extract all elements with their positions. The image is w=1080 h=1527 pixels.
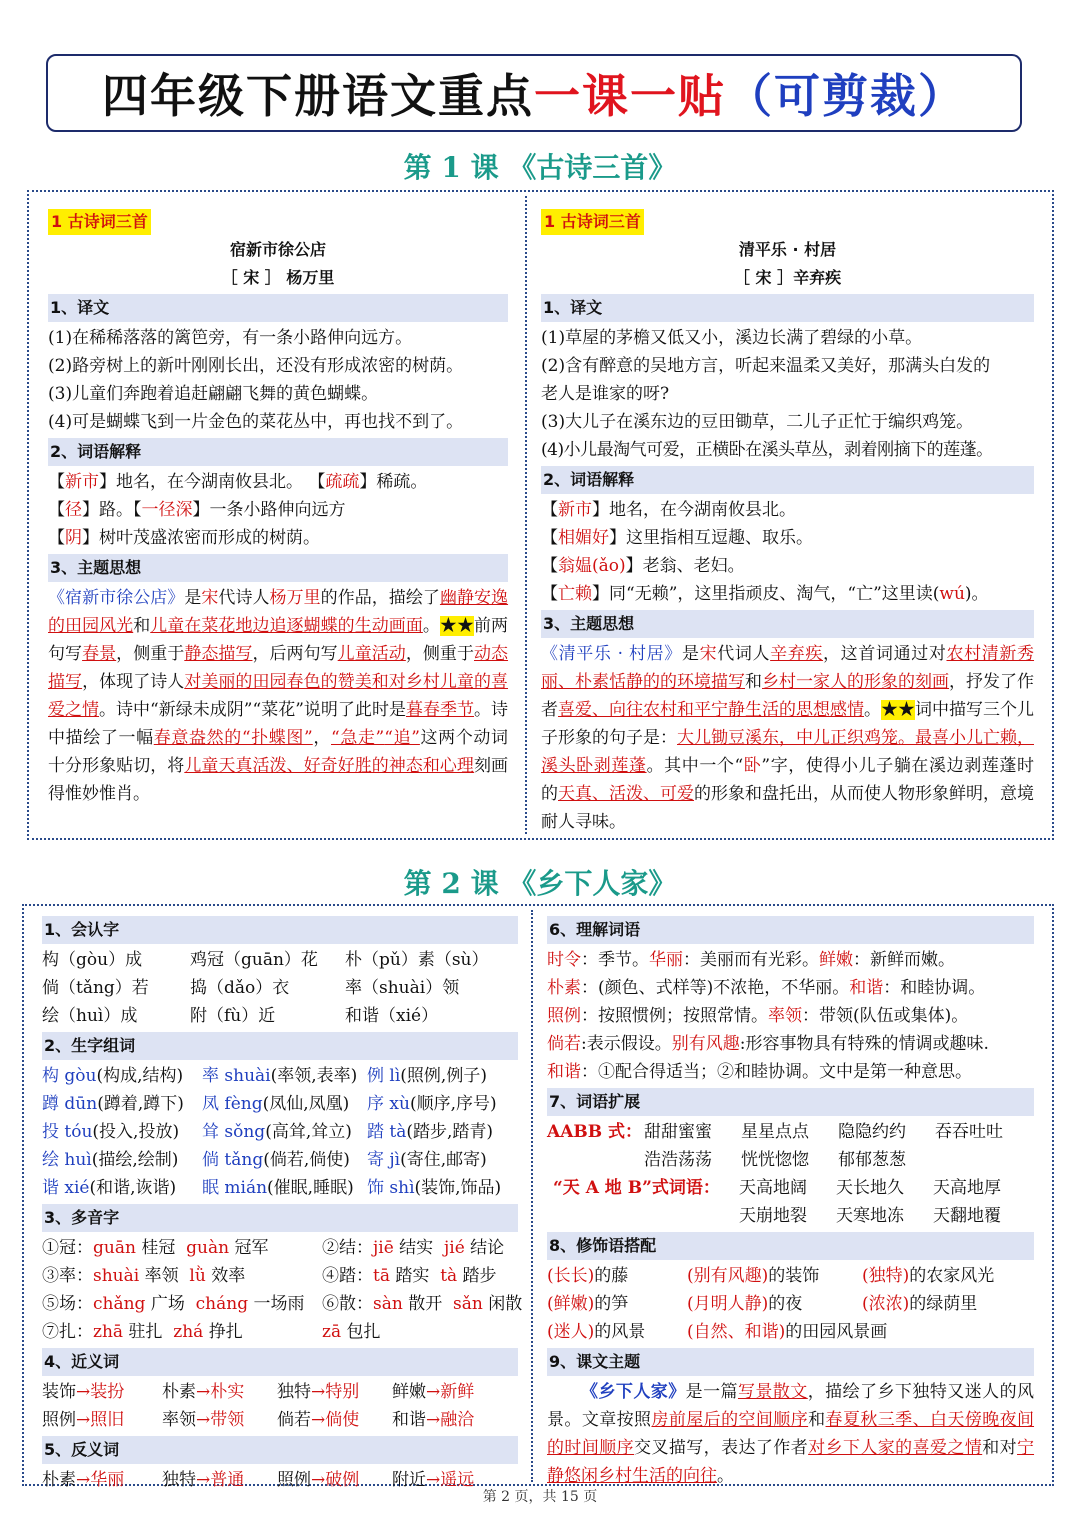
- tian-row: “天 A 地 B”式词语： 天高地阔 天长地久 天高地厚: [547, 1174, 1034, 1202]
- modifier-row: [547, 1262, 1034, 1290]
- word-group: [202, 1062, 367, 1090]
- poem-title: 宿新市徐公店: [229, 240, 326, 259]
- title-highlight: 一课一贴: [534, 69, 726, 123]
- modifier-pair: [862, 1290, 1032, 1318]
- word: 照例: [42, 1410, 76, 1430]
- noun-phrase: 的风景: [594, 1322, 646, 1342]
- theme-paragraph: 《宿新市徐公店》是宋代诗人杨万里的作品，描绘了幽静安逸的田园风光和儿童在菜花地边追逐蝴蝶的生动画面。★★前两句写春景，侧重于静态描写，后两句写儿童活动，侧重于动态描写，体现了诗人对美丽的田园春色的赞美和对乡村儿童的喜爱之情。诗中“新绿未成阴”“菜花”说明了此时是暮春季节。诗中描绘了一幅春意盎然的“扑蝶图”，“急走”“追”这两个动词十分形象贴切，将儿童天真活泼、好奇好胜的神态和心理刻画得惟妙惟肖。: [48, 588, 509, 804]
- synonyms: [42, 1378, 518, 1434]
- word-explanation: 【相媚好】这里指相互逗趣、取乐。: [541, 528, 813, 548]
- word-group-row: [42, 1090, 518, 1118]
- expanded-word: 浩浩荡荡: [644, 1150, 712, 1170]
- modifier-pair: [687, 1262, 862, 1290]
- pinyin: tā: [373, 1266, 390, 1286]
- character-pinyin: 谐 xié: [42, 1178, 90, 1198]
- definition: ：新鲜而嫩。: [853, 950, 955, 970]
- translation-line: (3)大儿子在溪东边的豆田锄草，二儿子正忙于编织鸡笼。: [541, 412, 974, 432]
- word-pair: [392, 1406, 502, 1434]
- recognize-word: 朴（pǔ）素（sù）: [345, 950, 489, 970]
- word-group-row: [42, 1118, 518, 1146]
- modifier: (独特): [862, 1266, 910, 1286]
- lesson1-right-column: [541, 208, 1034, 836]
- term: 别有风趣: [671, 1034, 740, 1054]
- word-pair: [42, 1406, 162, 1434]
- theme-paragraph: 《乡下人家》是一篇写景散文，描绘了乡下独特又迷人的风景。文章按照房前屋后的空间顺序和春夏秋三季、白天傍晚夜间的时间顺序交叉描写，表达了作者对乡下人家的喜爱之情和对宁静悠闲乡村生活的向往。: [547, 1382, 1035, 1486]
- term: 和谐: [849, 978, 884, 998]
- section-heading: 2、生字组词: [42, 1032, 518, 1060]
- tian-row: [547, 1202, 1034, 1230]
- word-group: [202, 1118, 367, 1146]
- word: 装饰: [42, 1382, 76, 1402]
- word: 驻扎: [123, 1322, 174, 1342]
- definition: ：带领(队伍或集体)。: [802, 1006, 969, 1026]
- expanded-word: 隐隐约约: [838, 1122, 906, 1142]
- noun-phrase: 的绿荫里: [909, 1294, 978, 1314]
- word-examples: (投入,投放): [92, 1122, 180, 1142]
- pinyin: jiē: [373, 1238, 394, 1258]
- recognize-word: 捣（dǎo）衣: [190, 978, 290, 998]
- paired-word: →普通: [196, 1470, 245, 1490]
- word-examples: (凤仙,凤凰): [262, 1094, 350, 1114]
- word: 结实: [393, 1238, 444, 1258]
- character-pinyin: 踏 tà: [367, 1122, 407, 1142]
- recognize-word: 鸡冠（guān）花: [190, 950, 318, 970]
- paired-word: →新鲜: [426, 1382, 475, 1402]
- poem-title: 清平乐 · 村居: [738, 240, 837, 259]
- modifier-row: [547, 1290, 1034, 1318]
- word: 附近: [392, 1470, 426, 1490]
- modifier-pair: [862, 1262, 1032, 1290]
- expanded-word: 天高地厚: [933, 1178, 1001, 1198]
- recognize-row: [42, 946, 518, 974]
- word-group: [42, 1174, 202, 1202]
- polyphonic-label: ⑥散：: [322, 1294, 373, 1314]
- pinyin: jié: [444, 1238, 465, 1258]
- section-heading: 1、译文: [541, 294, 1034, 322]
- term: 倘若: [547, 1034, 581, 1054]
- pinyin: shuài: [93, 1266, 140, 1286]
- word: 效率: [205, 1266, 246, 1286]
- modifier: (长长): [547, 1266, 595, 1286]
- word: 散开: [402, 1294, 454, 1314]
- pinyin: zhá: [173, 1322, 204, 1342]
- paired-word: →遥远: [426, 1470, 475, 1490]
- word-explanation: 【径】路。【一径深】一条小路伸向远方: [48, 500, 346, 520]
- modifier-row: [547, 1318, 1034, 1346]
- definition: :形容事物具有特殊的情调或趣味.: [739, 1034, 989, 1054]
- polyphonic-group: [42, 1262, 322, 1290]
- expanded-word: 天长地久: [836, 1178, 904, 1198]
- term: 率领: [768, 1006, 802, 1026]
- section-heading: 1、译文: [48, 294, 508, 322]
- word-examples: (倘若,倘使): [263, 1150, 350, 1170]
- word-pair: [392, 1378, 502, 1406]
- expanded-words: [739, 1206, 1030, 1226]
- title-note: （可剪裁）: [726, 69, 966, 123]
- polyphonic-group: [322, 1318, 518, 1346]
- modifier-pair: [687, 1290, 862, 1318]
- pinyin: zā: [322, 1322, 342, 1342]
- word-group: [367, 1062, 517, 1090]
- expanded-word: 星星点点: [741, 1122, 809, 1142]
- word: 率领: [139, 1266, 190, 1286]
- recognize-word: 绘（huì）成: [42, 1006, 138, 1026]
- word-examples: (率领,表率): [270, 1066, 358, 1086]
- word: 挣扎: [203, 1322, 243, 1342]
- modifier: (迷人): [547, 1322, 595, 1342]
- recognize-word: 率（shuài）领: [345, 978, 460, 998]
- paired-word: →朴实: [196, 1382, 245, 1402]
- word: 朴素: [42, 1470, 76, 1490]
- modifier: (浓浓): [862, 1294, 910, 1314]
- section-heading: 2、词语解释: [541, 466, 1034, 494]
- title-main: 四年级下册语文重点: [102, 69, 534, 123]
- word-explanation: 【亡赖】同“无赖”，这里指顽皮、淘气，“亡”这里读(wú)。: [541, 584, 989, 604]
- new-word-groups: [42, 1062, 518, 1202]
- recognize-word: 倘（tǎng）若: [42, 978, 149, 998]
- section-heading: 1、会认字: [42, 916, 518, 944]
- polyphonic-label: ④踏：: [322, 1266, 373, 1286]
- translation-line: (3)儿童们奔跑着追赶翩翩飞舞的黄色蝴蝶。: [48, 384, 379, 404]
- polyphonic-group: [322, 1234, 518, 1262]
- word-examples: (蹲着,蹲下): [97, 1094, 184, 1114]
- word-group: [367, 1146, 517, 1174]
- word-group: [42, 1118, 202, 1146]
- word: 和谐: [392, 1410, 426, 1430]
- word-examples: (催眠,睡眠): [267, 1178, 354, 1198]
- word: 率领: [162, 1410, 196, 1430]
- word: 一场雨: [248, 1294, 305, 1314]
- polyphonic-group: [42, 1290, 322, 1318]
- section-heading: 2、词语解释: [48, 438, 508, 466]
- word: 朴素: [162, 1382, 196, 1402]
- paired-word: →照旧: [76, 1410, 125, 1430]
- word: 鲜嫩: [392, 1382, 426, 1402]
- pinyin: zhā: [93, 1322, 124, 1342]
- character-pinyin: 凤 fèng: [202, 1094, 263, 1114]
- term: 鲜嫩: [819, 950, 853, 970]
- poem-author: ［ 宋 ］ 杨万里: [221, 268, 335, 287]
- character-pinyin: 构 gòu: [42, 1066, 97, 1086]
- theme-paragraph: 《清平乐 · 村居》是宋代词人辛弃疾，这首词通过对农村清新秀丽、朴素恬静的的环境描写和乡村一家人的形象的刻画，抒发了作者喜爱、向往农村和平宁静生活的思想感情。★★词中描写三个儿子形象的句子是：大儿锄豆溪东，中儿正织鸡笼。最喜小儿亡赖，溪头卧剥莲蓬。其中一个“卧”字，使得小儿子躺在溪边剥莲蓬时的天真、活泼、可爱的形象和盘托出，从而使人物形象鲜明，意境耐人寻味。: [541, 644, 1035, 832]
- expanded-word: 郁郁葱葱: [838, 1150, 906, 1170]
- polyphonic-group: [42, 1318, 322, 1346]
- aabb-row: [547, 1146, 1034, 1174]
- word-examples: (高耸,耸立): [265, 1122, 352, 1142]
- word-explanation: 【新市】地名，在今湖南攸县北。: [541, 500, 796, 520]
- noun-phrase: 的夜: [768, 1294, 803, 1314]
- expanded-word: 天高地阔: [739, 1178, 807, 1198]
- polyphonic-group: [42, 1234, 322, 1262]
- word-examples: (踏步,踏青): [406, 1122, 494, 1142]
- modifier: (自然、和谐): [687, 1322, 786, 1342]
- word-examples: (顺序,序号): [409, 1094, 497, 1114]
- word-group-row: [42, 1062, 518, 1090]
- character-pinyin: 寄 jì: [367, 1150, 401, 1170]
- word-pair: [277, 1406, 392, 1434]
- meaning-row: [547, 1058, 1034, 1086]
- term: 时令: [547, 950, 581, 970]
- term: 华丽: [649, 950, 683, 970]
- modifier-pair: [547, 1290, 687, 1318]
- lesson1-right-tag: 1 古诗词三首: [541, 209, 644, 235]
- word-group: [367, 1090, 517, 1118]
- word-examples: (寄住,邮寄): [400, 1150, 487, 1170]
- character-pinyin: 序 xù: [367, 1094, 410, 1114]
- expanded-words: [644, 1122, 1032, 1142]
- poem-author: ［ 宋 ］辛弃疾: [733, 268, 842, 287]
- section-heading: 3、主题思想: [541, 610, 1034, 638]
- lesson1-heading: 第 1 课 《古诗三首》: [403, 151, 677, 184]
- meaning-row: [547, 1030, 1034, 1058]
- translation-line: (2)路旁树上的新叶刚刚长出，还没有形成浓密的树荫。: [48, 356, 464, 376]
- paired-word: →倘使: [311, 1410, 360, 1430]
- recognize-row: [42, 974, 518, 1002]
- definition: ：①配合得适当；②和睦协调。文中是第一种意思。: [581, 1062, 972, 1082]
- word-pair: [162, 1406, 277, 1434]
- recognize-word: 附（fù）近: [190, 1006, 276, 1026]
- meaning-row: [547, 946, 1034, 974]
- lesson2-heading: 第 2 课 《乡下人家》: [403, 867, 677, 900]
- lesson1-left-tag: 1 古诗词三首: [48, 209, 151, 235]
- noun-phrase: 的田园风景画: [785, 1322, 888, 1342]
- expanded-word: 天崩地裂: [739, 1206, 807, 1226]
- section-heading: 7、词语扩展: [547, 1088, 1034, 1116]
- recognize-words: [42, 946, 518, 1030]
- word-meanings: [547, 946, 1034, 1086]
- character-pinyin: 耸 sǒng: [202, 1122, 266, 1142]
- word: 倘若: [277, 1410, 311, 1430]
- paired-word: →破例: [311, 1470, 360, 1490]
- synonym-row: [42, 1378, 518, 1406]
- polyphonic-words: [42, 1234, 523, 1346]
- recognize-row: [42, 1002, 518, 1030]
- noun-phrase: 的农家风光: [909, 1266, 995, 1286]
- polyphonic-label: ②结：: [322, 1238, 373, 1258]
- pinyin: tà: [440, 1266, 458, 1286]
- polyphonic-row: [42, 1318, 518, 1346]
- word-pair: [162, 1378, 277, 1406]
- word-explanation: 【翁媪(ǎo)】老翁、老妇。: [541, 556, 745, 576]
- word: 包扎: [341, 1322, 392, 1342]
- section-heading: 9、课文主题: [547, 1348, 1034, 1376]
- definition: ：和睦协调。: [883, 978, 986, 998]
- page-title: [46, 54, 1022, 132]
- word-group: [367, 1118, 517, 1146]
- lesson2-divider: [531, 910, 533, 1482]
- pinyin: sǎn: [453, 1294, 483, 1314]
- word: 桂冠: [135, 1238, 187, 1258]
- word-examples: (照例,例子): [400, 1066, 487, 1086]
- word-group: [202, 1174, 367, 1202]
- character-pinyin: 眠 mián: [202, 1178, 268, 1198]
- recognize-word: 和谐（xié）: [345, 1006, 439, 1026]
- modifier-pair: [547, 1318, 687, 1346]
- word-examples: (和谐,诙谐): [89, 1178, 177, 1198]
- word-group: [367, 1174, 517, 1202]
- definition: ：按照惯例；按照常情。: [581, 1006, 768, 1026]
- noun-phrase: 的藤: [594, 1266, 629, 1286]
- character-pinyin: 投 tóu: [42, 1122, 93, 1142]
- paired-word: →特别: [311, 1382, 360, 1402]
- word-group-row: [42, 1146, 518, 1174]
- modifier: (月明人静): [687, 1294, 769, 1314]
- polyphonic-row: [42, 1290, 523, 1318]
- synonym-row: [42, 1406, 518, 1434]
- word-group-row: [42, 1174, 518, 1202]
- character-pinyin: 率 shuài: [202, 1066, 271, 1086]
- translation-line: (1)草屋的茅檐又低又小，溪边长满了碧绿的小草。: [541, 328, 923, 348]
- word-group: [42, 1090, 202, 1118]
- section-heading: 3、主题思想: [48, 554, 508, 582]
- word: 独特: [277, 1382, 311, 1402]
- word: 广场: [145, 1294, 196, 1314]
- meaning-row: [547, 1002, 1034, 1030]
- polyphonic-group: [322, 1262, 518, 1290]
- polyphonic-row: [42, 1262, 518, 1290]
- section-heading: 5、反义词: [42, 1436, 518, 1464]
- word: 冠军: [229, 1238, 269, 1258]
- word: 踏实: [389, 1266, 441, 1286]
- expanded-word: 天翻地覆: [933, 1206, 1001, 1226]
- lesson2-right-column: [547, 914, 1034, 1490]
- character-pinyin: 例 lì: [367, 1066, 401, 1086]
- definition: ：美丽而有光彩。: [683, 950, 819, 970]
- modifier: (别有风趣): [687, 1266, 769, 1286]
- lesson2-left-column: [42, 914, 523, 1494]
- lesson1-divider: [525, 196, 527, 834]
- character-pinyin: 绘 huì: [42, 1150, 92, 1170]
- expanded-words: [739, 1178, 1030, 1198]
- word-pair: [42, 1378, 162, 1406]
- word: 独特: [162, 1470, 196, 1490]
- pinyin: cháng: [195, 1294, 249, 1314]
- modifier-pair: [547, 1262, 687, 1290]
- polyphonic-label: ⑦扎：: [42, 1322, 93, 1342]
- paired-word: →带领: [196, 1410, 245, 1430]
- word-examples: (装饰,饰品): [414, 1178, 502, 1198]
- noun-phrase: 的装饰: [768, 1266, 820, 1286]
- word-explanation: 【阴】树叶茂盛浓密而形成的树荫。: [48, 528, 320, 548]
- character-pinyin: 饰 shì: [367, 1178, 415, 1198]
- word-examples: (描绘,绘制): [91, 1150, 179, 1170]
- translation-line: (2)含有醉意的吴地方言，听起来温柔又美好，那满头白发的: [541, 356, 991, 376]
- modifier-pairs: [547, 1262, 1034, 1346]
- section-heading: 8、修饰语搭配: [547, 1232, 1034, 1260]
- section-heading: 3、多音字: [42, 1204, 518, 1232]
- aabb-row: AABB 式： 甜甜蜜蜜 星星点点 隐隐约约 吞吞吐吐: [547, 1118, 1034, 1146]
- translation-line: (4)可是蝴蝶飞到一片金色的菜花丛中，再也找不到了。: [48, 412, 464, 432]
- pinyin: lǜ: [189, 1266, 206, 1286]
- modifier-pair: [862, 1318, 1032, 1346]
- definition: :表示假设。: [581, 1034, 672, 1054]
- word-group: [202, 1146, 367, 1174]
- pinyin: guàn: [186, 1238, 230, 1258]
- pinyin: sàn: [373, 1294, 403, 1314]
- translation-line: (1)在稀稀落落的篱笆旁，有一条小路伸向远方。: [48, 328, 413, 348]
- word: 结论: [464, 1238, 505, 1258]
- word-group: [42, 1062, 202, 1090]
- page-footer: 第 2 页，共 15 页: [482, 1489, 598, 1505]
- pinyin: chǎng: [93, 1294, 146, 1314]
- word-group: [202, 1090, 367, 1118]
- term: 和谐: [547, 1062, 581, 1082]
- definition: ：(颜色、式样等)不浓艳，不华丽。: [581, 978, 850, 998]
- modifier-pair: [687, 1318, 888, 1346]
- lesson1-left-column: [48, 208, 508, 808]
- expanded-word: 恍恍惚惚: [741, 1150, 809, 1170]
- term: 朴素: [547, 978, 581, 998]
- noun-phrase: 的笋: [594, 1294, 629, 1314]
- word: 闲散: [482, 1294, 523, 1314]
- translation-line: 老人是谁家的呀?: [541, 384, 670, 404]
- recognize-word: 构（gòu）成: [42, 950, 143, 970]
- expanded-word: 吞吞吐吐: [935, 1122, 1003, 1142]
- expanded-word: 天寒地冻: [836, 1206, 904, 1226]
- word-examples: (构成,结构): [96, 1066, 184, 1086]
- section-heading: 6、理解词语: [547, 916, 1034, 944]
- paired-word: →华丽: [76, 1470, 125, 1490]
- polyphonic-group: [322, 1290, 523, 1318]
- paired-word: →装扮: [76, 1382, 125, 1402]
- expanded-words: [644, 1150, 935, 1170]
- expanded-word: 甜甜蜜蜜: [644, 1122, 712, 1142]
- polyphonic-label: ③率：: [42, 1266, 93, 1286]
- polyphonic-label: ①冠：: [42, 1238, 93, 1258]
- polyphonic-label: ⑤场：: [42, 1294, 93, 1314]
- word: 踏步: [457, 1266, 497, 1286]
- word-pair: [277, 1378, 392, 1406]
- term: 照例: [547, 1006, 581, 1026]
- paired-word: →融洽: [426, 1410, 475, 1430]
- definition: ：季节。: [581, 950, 649, 970]
- character-pinyin: 蹲 dūn: [42, 1094, 98, 1114]
- word: 照例: [277, 1470, 311, 1490]
- word-group: [42, 1146, 202, 1174]
- meaning-row: [547, 974, 1034, 1002]
- section-heading: 4、近义词: [42, 1348, 518, 1376]
- pinyin: guān: [93, 1238, 136, 1258]
- modifier: (鲜嫩): [547, 1294, 595, 1314]
- translation-line: (4)小儿最淘气可爱，正横卧在溪头草丛，剥着刚摘下的莲蓬。: [541, 440, 993, 460]
- polyphonic-row: [42, 1234, 518, 1262]
- word-explanation: 【新市】地名，在今湖南攸县北。 【疏疏】稀疏。: [48, 472, 428, 492]
- character-pinyin: 倘 tǎng: [202, 1150, 264, 1170]
